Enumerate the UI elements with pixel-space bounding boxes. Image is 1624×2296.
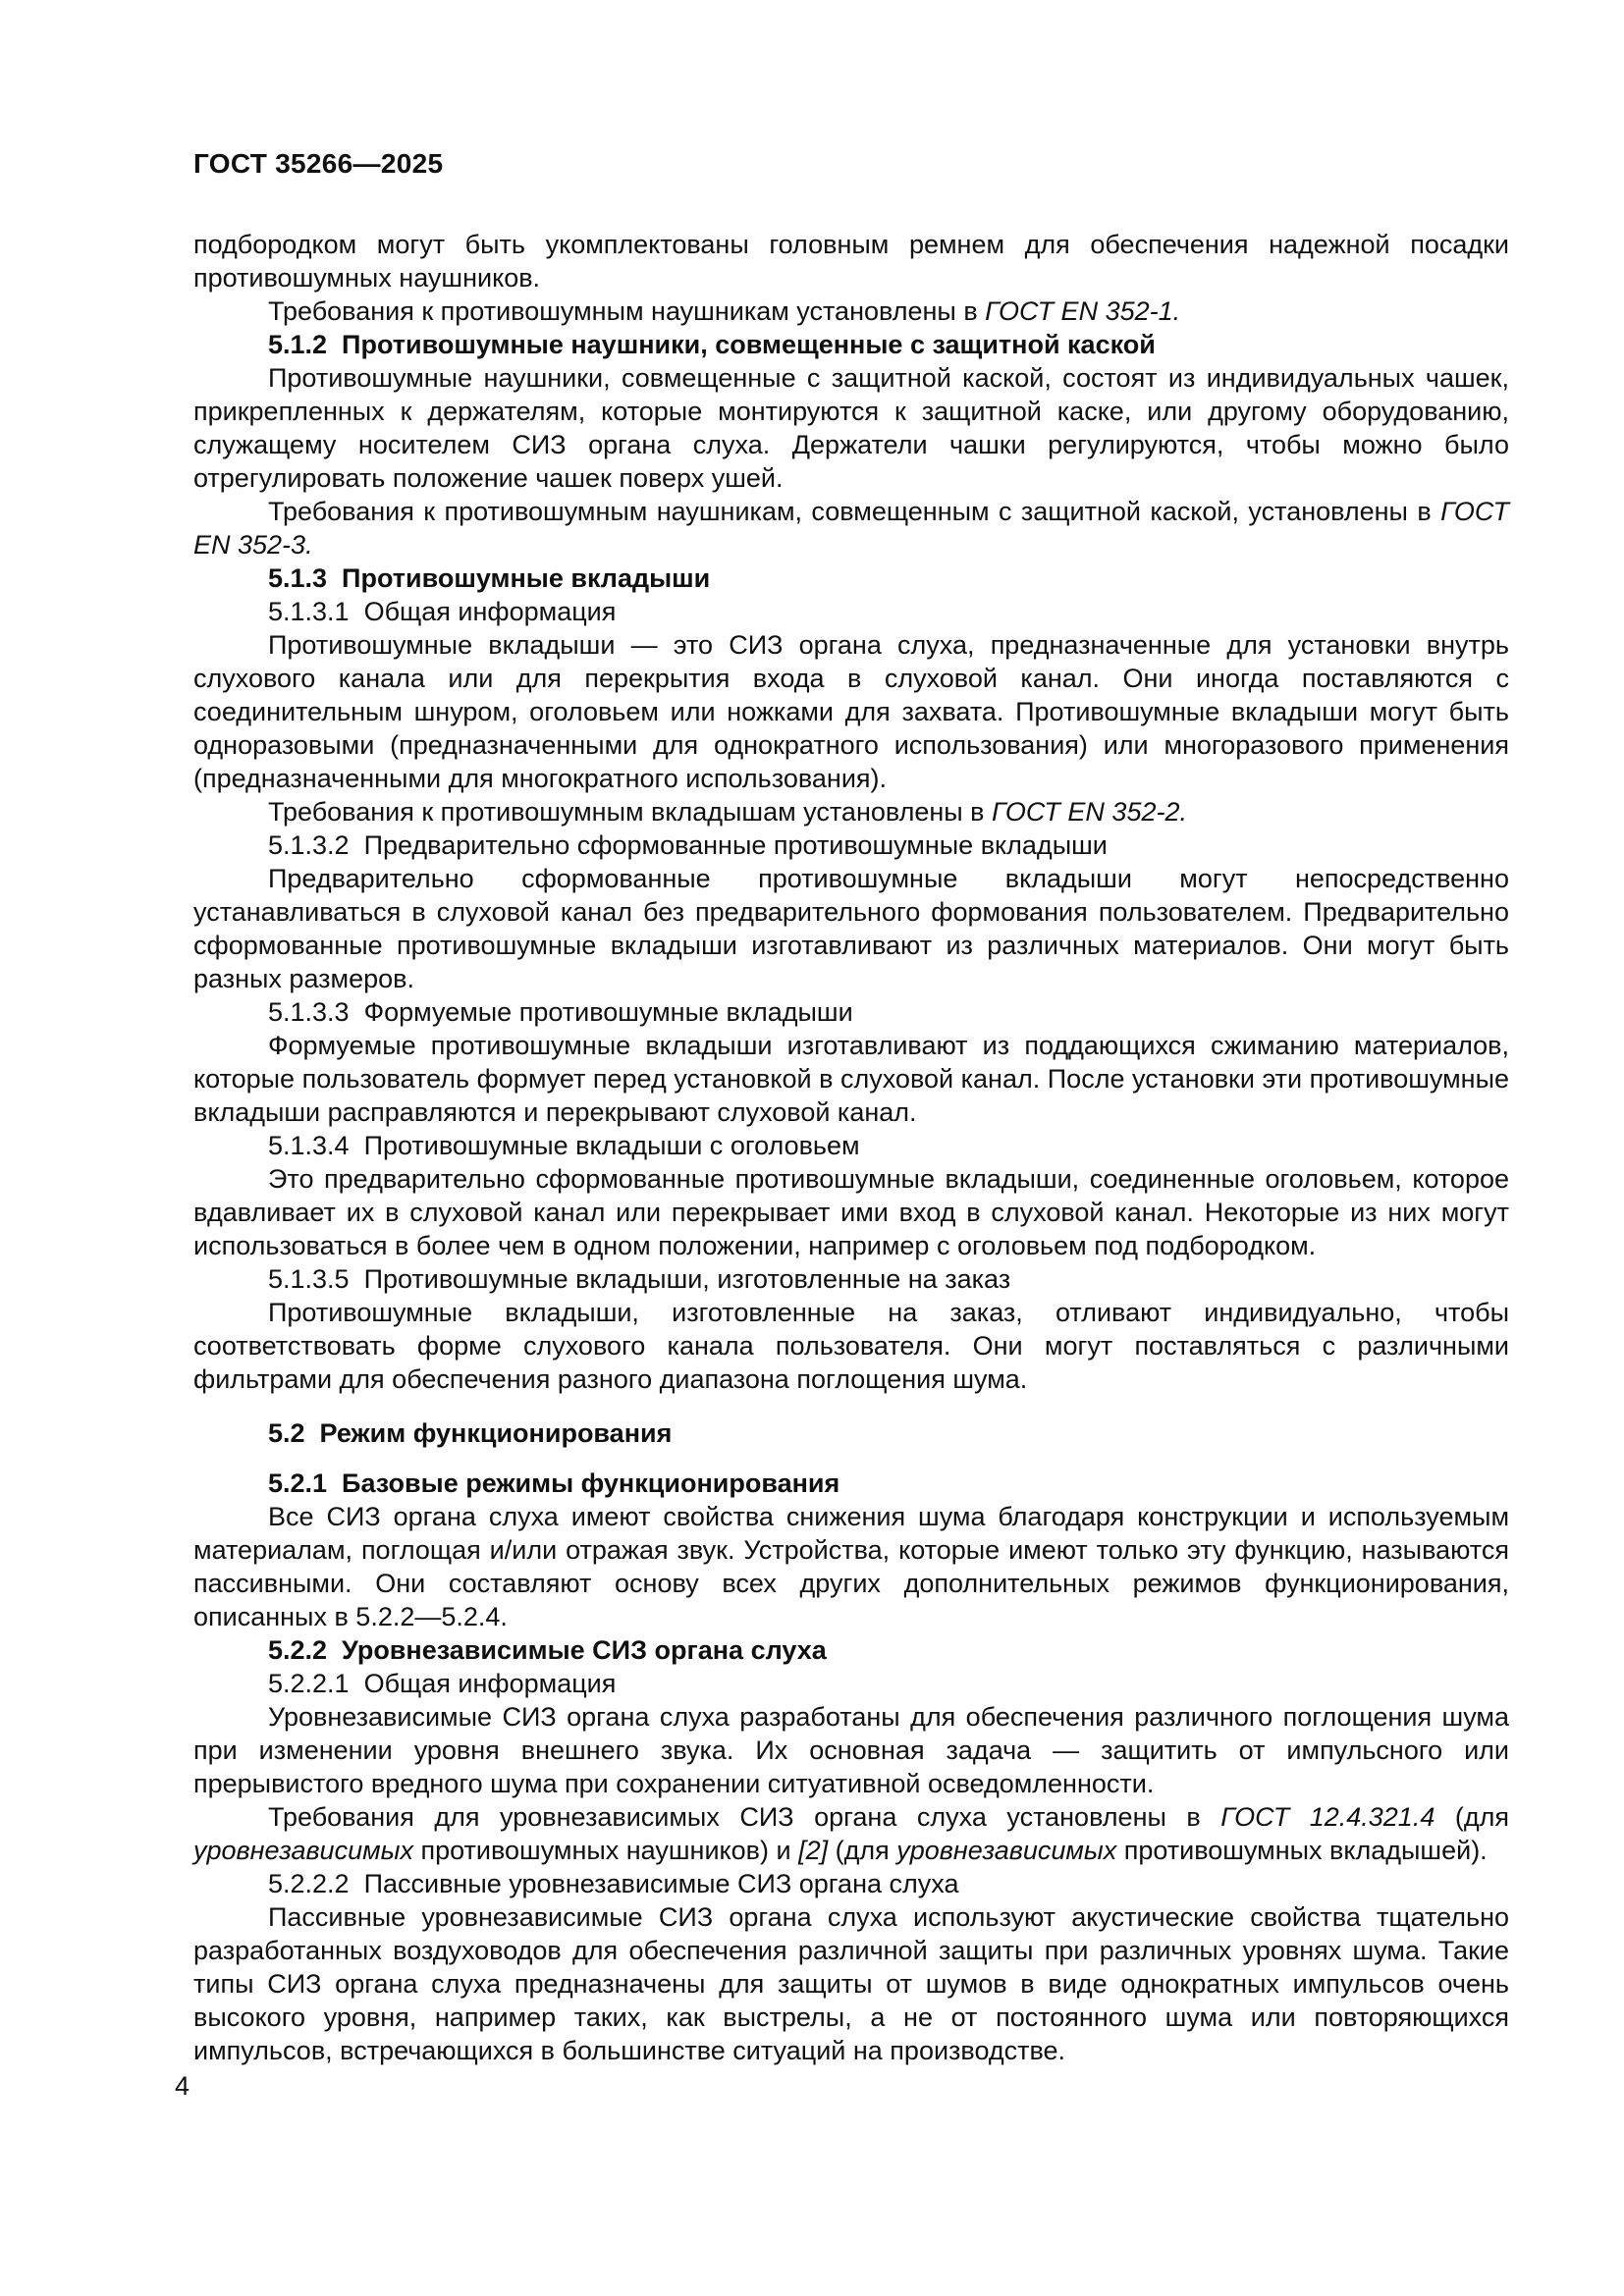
section-heading (193, 1129, 1509, 1162)
text-run: противошумных вкладышей). (1116, 1836, 1488, 1865)
text-run: Противошумные вкладыши, изготовленные на заказ, отливают индивидуально, чтобы соответствовать форме слухового канала пользователя. Они могут поставляться с различными фильтрами для обеспечения разного диапазона поглощения шума. (193, 1298, 1509, 1394)
section-heading (193, 1416, 1509, 1450)
paragraph (193, 1296, 1509, 1396)
paragraph (193, 361, 1509, 495)
text-run: Это предварительно сформованные противошумные вкладыши, соединенные оголовьем, которое вдавливает их в слуховой канал или перекрывает ими вход в слуховой канал. Некоторые из них могут использоваться в более чем в одном положении, например с оголовьем под подбородком. (193, 1164, 1509, 1260)
paragraph (193, 228, 1509, 294)
text-run: Противошумные вкладыши — это СИЗ органа слуха, предназначенные для установки внутрь слухового канала или для перекрытия входа в слуховой канал. Они иногда поставляются с соединительным шнуром, оголовьем или ножками для захвата. Противошумные вкладыши могут быть одноразовыми (предназначенными для однократного использования) или многоразового применения (предназначенными для многократного использования). (193, 630, 1509, 793)
section-heading (193, 1262, 1509, 1296)
text-run: Пассивные уровнезависимые СИЗ органа слуха используют акустические свойства тщательно разработанных воздуховодов для обеспечения различной защиты при различных уровнях шума. Такие типы СИЗ органа слуха предназначены для защиты от шумов в виде однократных импульсов очень высокого уровня, например таких, как выстрелы, а не от постоянного шума или повторяющихся импульсов, встречающихся в большинстве ситуаций на производстве. (193, 1902, 1509, 2065)
text-run: 5.1.3 Противошумные вкладыши (268, 563, 711, 593)
page-number: 4 (175, 2071, 190, 2101)
text-run: Требования к противошумным вкладышам установлены в (268, 797, 993, 827)
paragraph (193, 795, 1509, 828)
section-heading (193, 1633, 1509, 1667)
paragraph (193, 1700, 1509, 1800)
paragraph (193, 1900, 1509, 2067)
text-run: Требования для уровнезависимых СИЗ органа слуха установлены в (268, 1802, 1221, 1832)
text-run: Предварительно сформованные противошумные вкладыши могут непосредственно устанавливаться в слуховой канал без предварительного формования пользователем. Предварительно сформованные противошумные вкладыши изготавливают из различных материалов. Они могут быть разных размеров. (193, 864, 1509, 993)
section-heading (193, 828, 1509, 862)
text-run: Все СИЗ органа слуха имеют свойства снижения шума благодаря конструкции и используемым материалам, поглощая и/или отражая звук. Устройства, которые имеют только эту функцию, называются пассивными. Они составляют основу всех других дополнительных режимов функционирования, описанных в 5.2.2—5.2.4. (193, 1502, 1509, 1631)
document-body (193, 228, 1509, 2067)
text-run: Противошумные наушники, совмещенные с защитной каской, состоят из индивидуальных чашек, прикрепленных к держателям, которые монтируются к защитной каске, или другому оборудованию, служащему носителем СИЗ органа слуха. Держатели чашки регулируются, чтобы можно было отрегулировать положение чашек поверх ушей. (193, 363, 1509, 493)
text-run: 5.2 Режим функционирования (268, 1418, 673, 1448)
text-run: 5.1.3.4 Противошумные вкладыши с оголовьем (268, 1131, 860, 1160)
text-run: 5.1.3.1 Общая информация (268, 597, 617, 626)
reference-text: уровнезависимых (896, 1836, 1117, 1865)
reference-text: ГОСТ 12.4.321.4 (1220, 1802, 1435, 1832)
reference-text: уровнезависимых (193, 1836, 413, 1865)
standard-code-header: ГОСТ 35266—2025 (193, 148, 444, 179)
section-heading (193, 561, 1509, 595)
text-run: 5.1.3.2 Предварительно сформованные противошумные вкладыши (268, 830, 1108, 860)
text-run: (для (828, 1836, 897, 1865)
text-run: Требования к противошумным наушникам, совмещенным с защитной каской, установлены в (268, 497, 1441, 526)
reference-text: ГОСТ EN 352-2. (992, 797, 1187, 827)
text-run: 5.1.3.3 Формуемые противошумные вкладыши (268, 997, 853, 1027)
text-run: Требования к противошумным наушникам установлены в (268, 296, 986, 326)
text-run: Уровнезависимые СИЗ органа слуха разработаны для обеспечения различного поглощения шума при изменении уровня внешнего звука. Их основная задача — защитить от импульсного или прерывистого вредного шума при сохранении ситуативной осведомленности. (193, 1702, 1509, 1798)
section-heading (193, 1467, 1509, 1500)
section-heading (193, 1667, 1509, 1700)
text-run: противошумных наушников) и (412, 1836, 799, 1865)
section-heading (193, 995, 1509, 1029)
section-heading (193, 1867, 1509, 1900)
text-run: Формуемые противошумные вкладыши изготавливают из поддающихся сжиманию материалов, которые пользователь формует перед установкой в слуховой канал. После установки эти противошумные вкладыши расправляются и перекрывают слуховой канал. (193, 1031, 1509, 1127)
paragraph (193, 862, 1509, 995)
paragraph (193, 1029, 1509, 1129)
text-run: 5.2.1 Базовые режимы функционирования (268, 1468, 840, 1498)
paragraph (193, 294, 1509, 328)
paragraph (193, 1162, 1509, 1262)
text-run: 5.2.2.2 Пассивные уровнезависимые СИЗ органа слуха (268, 1869, 959, 1898)
text-run: (для (1435, 1802, 1509, 1832)
reference-text: ГОСТ EN 352-1. (985, 296, 1181, 326)
paragraph (193, 495, 1509, 561)
paragraph (193, 1500, 1509, 1633)
text-run: 5.1.3.5 Противошумные вкладыши, изготовленные на заказ (268, 1264, 1011, 1294)
text-run: 5.2.2 Уровнезависимые СИЗ органа слуха (268, 1635, 827, 1665)
reference-text: ГОСТ EN 352-3. (193, 497, 1509, 560)
text-run: подбородком могут быть укомплектованы головным ремнем для обеспечения надежной посадки противошумных наушников. (193, 230, 1509, 293)
section-heading (193, 595, 1509, 628)
paragraph (193, 1800, 1509, 1867)
text-run: 5.1.2 Противошумные наушники, совмещенные с защитной каской (268, 330, 1156, 359)
section-heading (193, 328, 1509, 361)
reference-text: [2] (798, 1836, 829, 1865)
text-run: 5.2.2.1 Общая информация (268, 1669, 617, 1698)
paragraph (193, 628, 1509, 795)
